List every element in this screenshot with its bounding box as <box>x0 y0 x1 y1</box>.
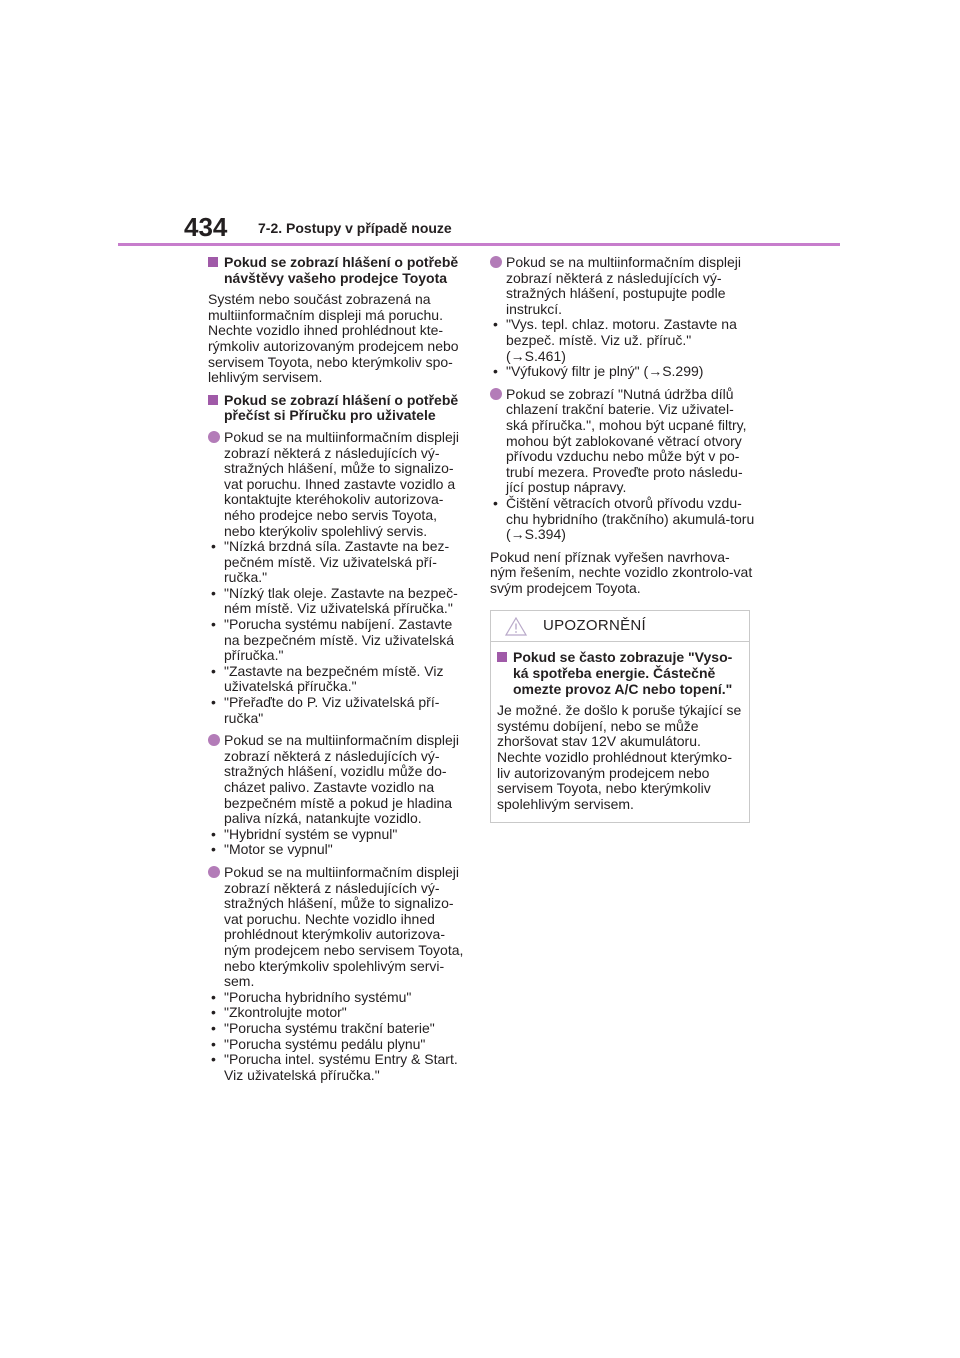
message-item: • "Přeřaďte do P. Viz uživatelská pří-ručka" <box>211 694 440 726</box>
message-item: • "Porucha systému pedálu plynu" <box>211 1035 426 1052</box>
left-column <box>208 255 468 1090</box>
message-list <box>208 827 468 858</box>
list-item <box>208 430 468 726</box>
warning-title: UPOZORNĚNÍ <box>543 617 647 635</box>
section-title: 7-2. Postupy v případě nouze <box>258 220 452 236</box>
message-item: • "Porucha systému trakční baterie" <box>211 1019 435 1036</box>
warning-box <box>490 610 750 823</box>
message-list <box>490 317 755 379</box>
heading-text: Pokud se zobrazí hlášení o potřebě návštěvy vašeho prodejce Toyota <box>224 254 459 286</box>
message-item: • "Zkontrolujte motor" <box>211 1004 347 1021</box>
list-item-text: Pokud se zobrazí "Nutná údržba dílů chlazení trakční baterie. Viz uživatel-ská příručka.", mohou být ucpané filtry, mohou být zablokované větrací otvory přívodu vzduchu nebo může být v po-trubí mezera. Proveďte proto následu-jící postup nápravy. <box>506 385 747 496</box>
circle-bullet-icon <box>490 388 502 400</box>
warning-body <box>491 642 749 812</box>
circle-bullet-icon <box>208 734 220 746</box>
message-item: • "Zastavte na bezpečném místě. Viz uživatelská příručka." <box>211 662 444 695</box>
message-item: • "Porucha intel. systému Entry & Start. Viz uživatelská příručka." <box>211 1051 458 1083</box>
square-bullet-icon <box>208 395 218 405</box>
message-item: • "Hybridní systém se vypnul" <box>211 825 398 842</box>
message-list <box>208 990 468 1084</box>
list-item-text: Pokud se na multiinformačním displeji zobrazí některá z následujících vý-stražných hlášení, vozidlu může do-cházet palivo. Zastavte vozidlo na bezpečném místě a pokud je hladina paliva nízká, natankujte vozidlo. <box>224 732 459 827</box>
list-item <box>490 255 755 380</box>
message-item: • "Nízký tlak oleje. Zastavte na bezpeč-ném místě. Viz uživatelská příručka." <box>211 584 458 617</box>
warning-header <box>491 611 749 642</box>
warning-text: Je možné. že došlo k poruše týkající se systému dobíjení, nebo se může zhoršovat stav 12V akumulátoru. Nechte vozidlo prohlédnout kterýmko-liv autorizovaným prodejcem nebo servisem Toyota, nebo kterýmkoliv spolehlivým servisem. <box>497 702 742 812</box>
message-list <box>208 539 468 726</box>
circle-bullet-icon <box>208 866 220 878</box>
message-item: • "Výfukový filtr je plný" (→S.299) <box>493 363 704 380</box>
list-item <box>208 733 468 858</box>
message-item: • "Nízká brzdná síla. Zastavte na bez-pečném místě. Viz uživatelská pří-ručka." <box>211 538 450 586</box>
list-item-text: Pokud se na multiinformačním displeji zobrazí některá z následujících vý-stražných hlášení, může to signalizo-vat poruchu. Nechte vozidlo ihned prohlédnout kterýmkoliv autorizova-ným prodejcem nebo servisem Toyota, nebo kterýmkoliv spolehlivým servi-sem. <box>224 863 464 990</box>
square-bullet-icon <box>497 652 507 662</box>
paragraph-unresolved: Pokud není příznak vyřešen navrhova-ným řešením, nechte vozidlo zkontrolo-vat svým prodejcem Toyota. <box>490 548 753 596</box>
list-item <box>490 387 755 543</box>
heading-dealer-visit <box>208 255 468 286</box>
warning-heading <box>497 650 745 697</box>
heading-owners-manual <box>208 393 468 424</box>
circle-bullet-icon <box>208 431 220 443</box>
message-item: • "Porucha systému nabíjení. Zastavte na bezpečném místě. Viz uživatelská příručka." <box>211 616 455 664</box>
list-item <box>208 865 468 1083</box>
message-item: • "Vys. tepl. chlaz. motoru. Zastavte na bezpeč. místě. Viz už. příruč." (→S.461) <box>493 316 737 364</box>
message-item: • Čištění větracích otvorů přívodu vzdu-chu hybridního (trakčního) akumulá-toru (→S.394) <box>493 494 755 543</box>
paragraph-dealer-visit: Systém nebo součást zobrazená na multiinformačním displeji má poruchu. Nechte vozidlo ihned prohlédnout kte-rýmkoliv autorizovaným prodejcem nebo servisem Toyota, nebo kterýmkoliv spo-lehlivým servisem. <box>208 291 459 386</box>
message-item: • "Porucha hybridního systému" <box>211 988 412 1005</box>
square-bullet-icon <box>208 257 218 267</box>
page-number: 434 <box>184 212 228 242</box>
right-column <box>490 255 755 823</box>
message-list <box>490 496 755 543</box>
list-item-text: Pokud se na multiinformačním displeji zobrazí některá z následujících vý-stražných hlášení, postupujte podle instrukcí. <box>506 254 741 317</box>
circle-bullet-icon <box>490 256 502 268</box>
warning-triangle-icon <box>505 617 527 636</box>
heading-text: Pokud se často zobrazuje "Vyso-ká spotřeba energie. Částečně omezte provoz A/C nebo topení." <box>513 649 733 697</box>
message-item: • "Motor se vypnul" <box>211 841 333 858</box>
header-rule <box>118 243 840 246</box>
heading-text: Pokud se zobrazí hlášení o potřebě přečíst si Příručku pro uživatele <box>224 391 459 424</box>
list-item-text: Pokud se na multiinformačním displeji zobrazí některá z následujících vý-stražných hlášení, může to signalizo-vat poruchu. Ihned zastavte vozidlo a kontaktujte kteréhokoliv autorizova-ného prodejce nebo servis Toyota, nebo kterýkoliv spolehlivý servis. <box>224 428 459 539</box>
